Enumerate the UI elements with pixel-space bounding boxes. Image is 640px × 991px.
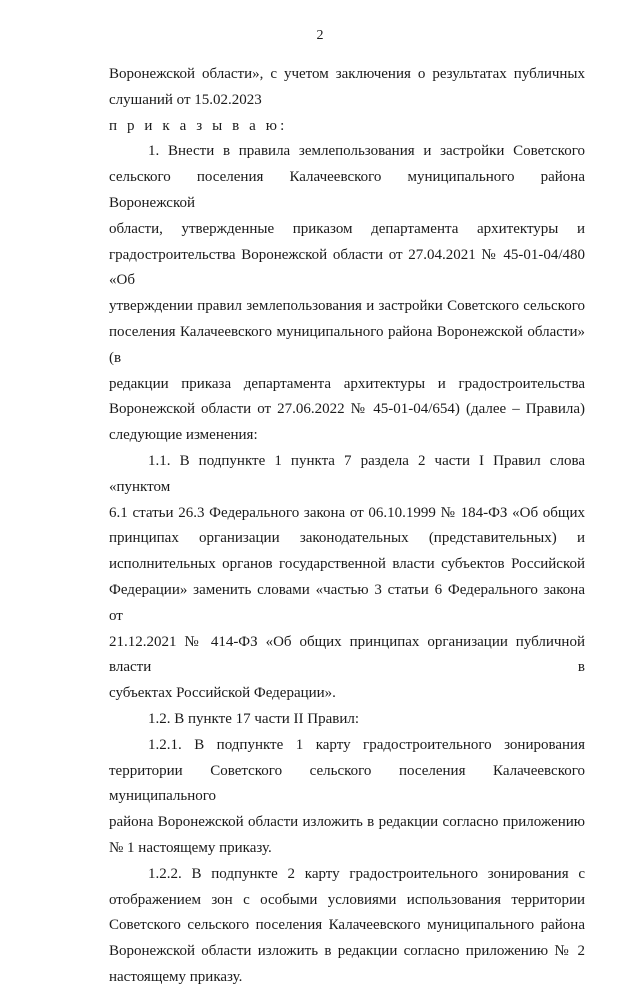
text-line: 6.1 статьи 26.3 Федерального закона от 06.10.1999 № 184-ФЗ «Об общих	[109, 504, 585, 521]
text-line: слушаний от 15.02.2023	[109, 91, 262, 108]
document-body	[109, 62, 585, 991]
text-line: Воронежской области изложить в редакции согласно приложению № 2	[109, 943, 585, 960]
text-line: 1.2. В пункте 17 части II Правил:	[148, 710, 360, 727]
text-line: района Воронежской области изложить в редакции согласно приложению	[109, 814, 585, 831]
text-line: № 1 настоящему приказу.	[109, 839, 272, 856]
text-line: утверждении правил землепользования и застройки Советского сельского	[109, 298, 585, 315]
text-line: следующие изменения:	[109, 427, 258, 444]
text-line: Воронежской области от 27.06.2022 № 45-01-04/654) (далее – Правила)	[109, 401, 585, 418]
text-line: исполнительных органов государственной власти субъектов Российской	[109, 556, 585, 573]
text-line: субъектах Российской Федерации».	[109, 685, 336, 702]
text-line: сельского поселения Калачеевского муниципального района Воронежской	[109, 169, 585, 211]
text-line: отображением зон с особыми условиями использования территории	[109, 891, 585, 908]
text-line: редакции приказа департамента архитектуры и градостроительства	[109, 375, 585, 392]
text-line: Федерации» заменить словами «частью 3 статьи 6 Федерального закона от	[109, 581, 585, 624]
text-line: 1. Внести в правила землепользования и застройки Советского	[148, 143, 585, 160]
text-line: поселения Калачеевского муниципального района Воронежской области» (в	[109, 323, 585, 366]
text-line: 1.2.1. В подпункте 1 карту градостроительного зонирования	[148, 736, 585, 753]
text-line: 1.2.2. В подпункте 2 карту градостроительного зонирования с	[148, 865, 585, 882]
page-number: 2	[316, 28, 324, 43]
order-word: п р и к а з ы в а ю:	[109, 117, 288, 134]
text-line: Воронежской области», с учетом заключения о результатах публичных	[109, 66, 585, 82]
text-line: 1.1. В подпункте 1 пункта 7 раздела 2 части I Правил слова «пунктом	[109, 452, 585, 495]
text-line: Советского сельского поселения Калачеевского муниципального района	[109, 917, 585, 934]
text-line: настоящему приказу.	[109, 968, 243, 985]
text-line: принципах организации законодательных (представительных) и	[109, 530, 585, 547]
text-line: градостроительства Воронежской области от 27.04.2021 № 45-01-04/480 «Об	[109, 246, 585, 289]
text-line: 21.12.2021 № 414-ФЗ «Об общих принципах организации публичной власти в	[109, 633, 585, 676]
text-line: территории Советского сельского поселения Калачеевского муниципального	[109, 762, 585, 805]
text-line: области, утвержденные приказом департамента архитектуры и	[109, 220, 585, 237]
